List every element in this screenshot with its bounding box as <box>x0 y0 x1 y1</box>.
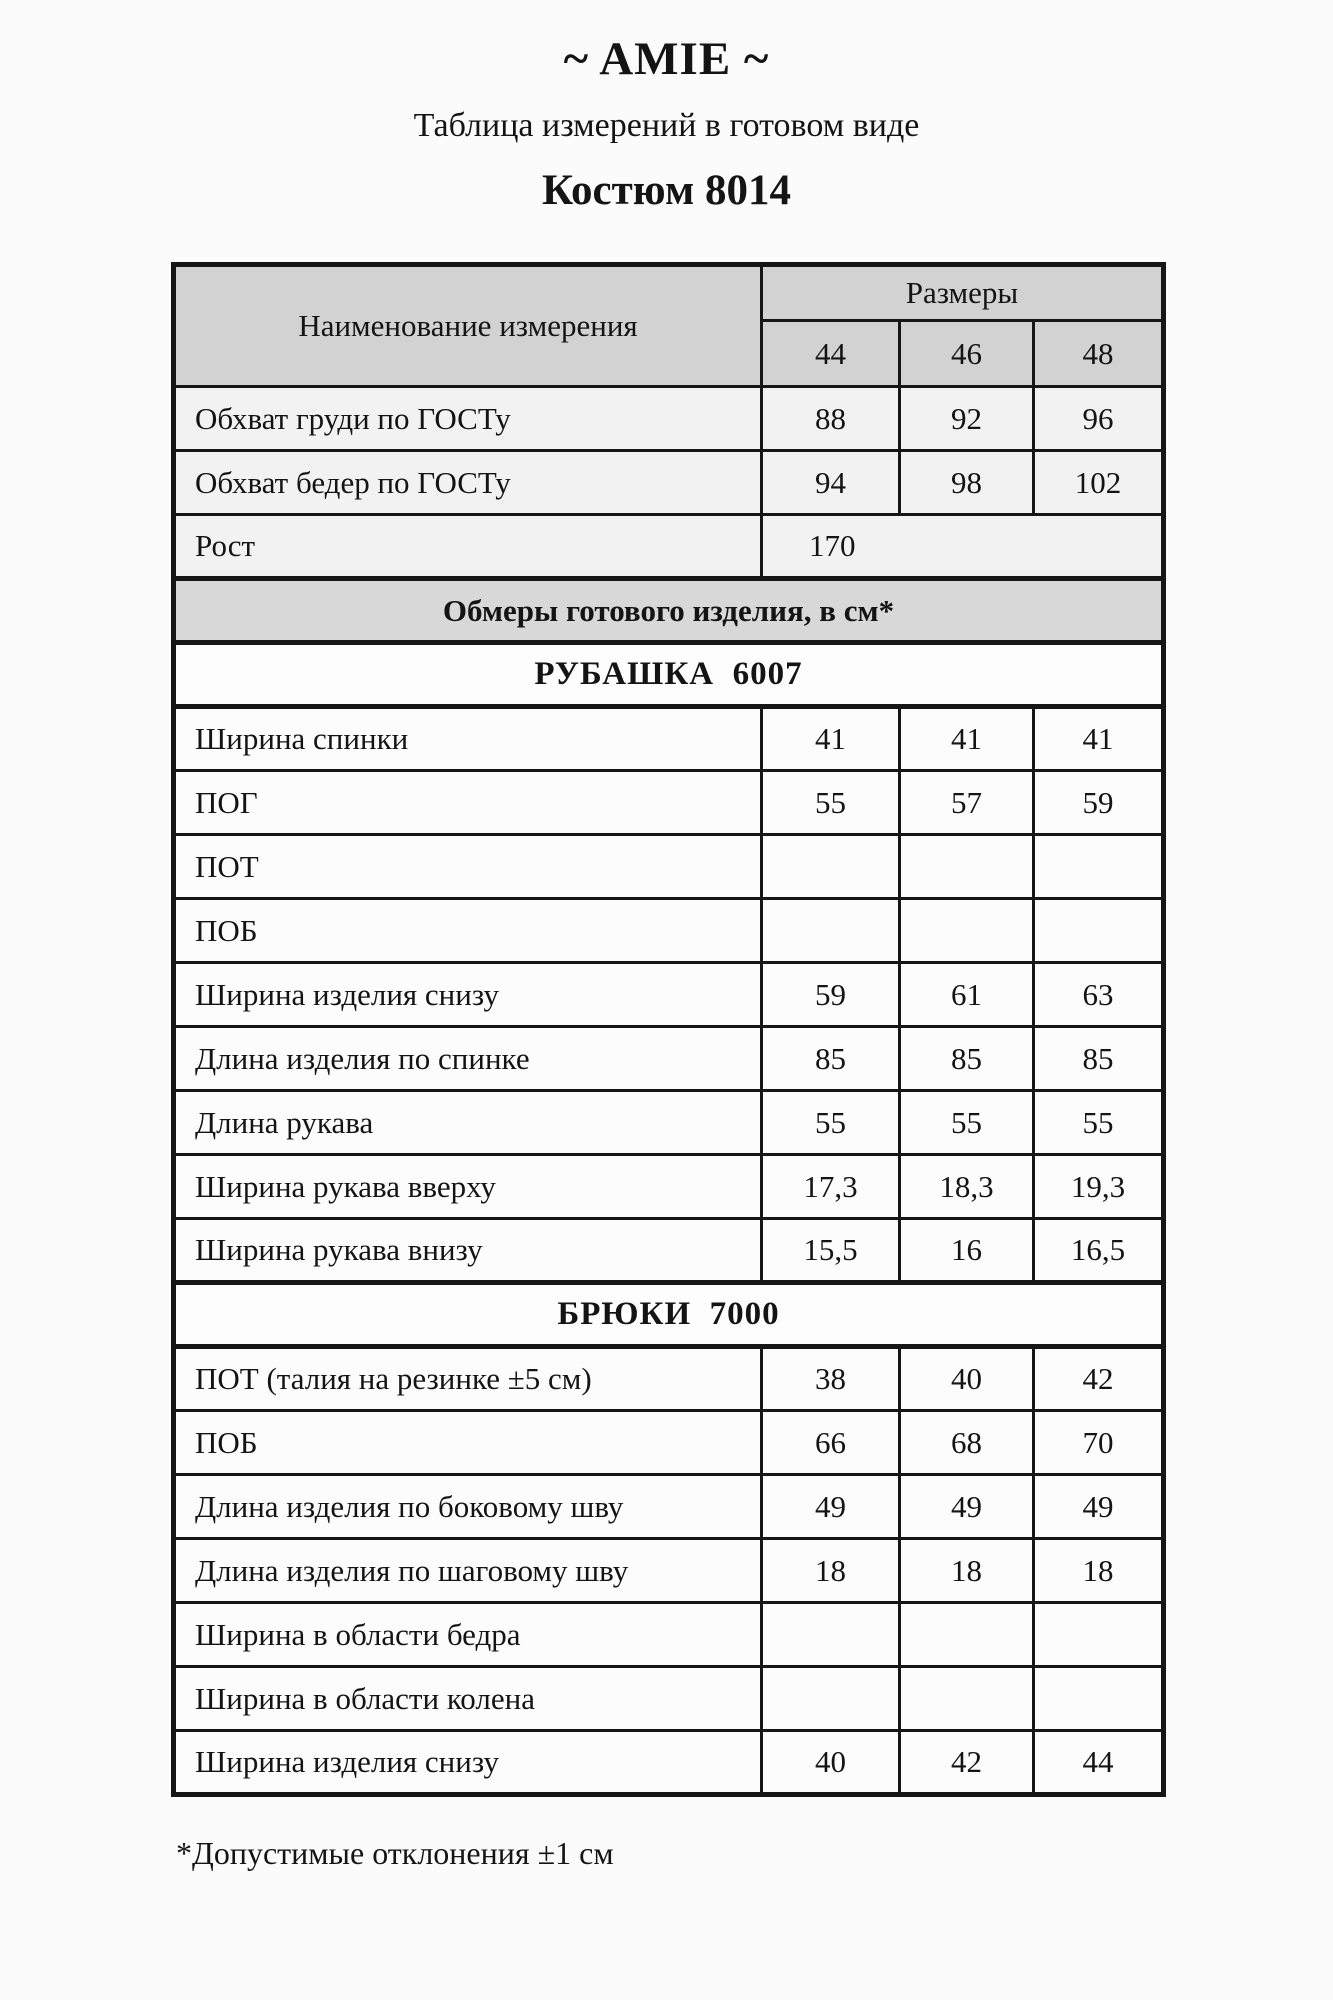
table-row <box>174 1667 1164 1731</box>
table-header-row <box>174 265 1164 321</box>
size-value-cell: 66 <box>762 1411 900 1475</box>
row-label: Длина изделия по шаговому шву <box>174 1539 762 1603</box>
size-value-cell: 88 <box>762 387 900 451</box>
size-value-cell: 68 <box>900 1411 1034 1475</box>
size-value-cell: 85 <box>900 1027 1034 1091</box>
table-row <box>174 899 1164 963</box>
size-value-cell: 55 <box>762 771 900 835</box>
size-value-cell <box>1034 1603 1164 1667</box>
size-column-header: 44 <box>762 321 900 387</box>
size-value-cell: 59 <box>762 963 900 1027</box>
row-label: Длина изделия по спинке <box>174 1027 762 1091</box>
table-row <box>174 1091 1164 1155</box>
table-row <box>174 1219 1164 1283</box>
size-value-cell: 55 <box>1034 1091 1164 1155</box>
size-value-cell: 16,5 <box>1034 1219 1164 1283</box>
section-note-row <box>174 579 1164 643</box>
size-value-cell <box>1034 899 1164 963</box>
size-value-cell: 92 <box>900 387 1034 451</box>
document-subtitle: Таблица измерений в готовом виде <box>413 106 920 144</box>
row-label: ПОБ <box>174 1411 762 1475</box>
size-value-cell: 40 <box>900 1347 1034 1411</box>
measurement-table <box>171 262 1166 1797</box>
table-row <box>174 707 1164 771</box>
row-label: Ширина в области бедра <box>174 1603 762 1667</box>
size-value-cell: 42 <box>1034 1347 1164 1411</box>
size-value-cell: 96 <box>1034 387 1164 451</box>
product-title-shirt: РУБАШКА 6007 <box>174 643 1164 707</box>
row-label: Обхват груди по ГОСТу <box>174 387 762 451</box>
row-label: Ширина в области колена <box>174 1667 762 1731</box>
section-note: Обмеры готового изделия, в см* <box>174 579 1164 643</box>
size-value-cell: 15,5 <box>762 1219 900 1283</box>
table-row <box>174 1411 1164 1475</box>
table-row <box>174 835 1164 899</box>
size-value-cell: 41 <box>900 707 1034 771</box>
size-value-cell: 49 <box>900 1475 1034 1539</box>
row-label: Рост <box>174 515 762 579</box>
size-value-cell: 18 <box>762 1539 900 1603</box>
size-value-cell: 18 <box>900 1539 1034 1603</box>
row-label: ПОБ <box>174 899 762 963</box>
row-label: ПОТ <box>174 835 762 899</box>
page-title: Костюм 8014 <box>541 166 792 214</box>
size-value-cell: 41 <box>1034 707 1164 771</box>
product-title-row <box>174 1283 1164 1347</box>
size-value-cell: 85 <box>762 1027 900 1091</box>
size-value-cell: 49 <box>1034 1475 1164 1539</box>
size-value-cell <box>1034 1667 1164 1731</box>
size-column-header: 48 <box>1034 321 1164 387</box>
product-title-row <box>174 643 1164 707</box>
column-header-sizes: Размеры <box>762 265 1164 321</box>
size-value-cell <box>900 1603 1034 1667</box>
size-value-cell: 59 <box>1034 771 1164 835</box>
table-row <box>174 1475 1164 1539</box>
row-label: Длина рукава <box>174 1091 762 1155</box>
size-value-cell <box>900 835 1034 899</box>
size-value-cell: 98 <box>900 451 1034 515</box>
size-value-cell: 41 <box>762 707 900 771</box>
size-value-cell: 38 <box>762 1347 900 1411</box>
size-value-cell: 94 <box>762 451 900 515</box>
row-label: Длина изделия по боковому шву <box>174 1475 762 1539</box>
table-row <box>174 963 1164 1027</box>
tolerance-footnote: *Допустимые отклонения ±1 см <box>176 1835 614 1872</box>
row-label: ПОГ <box>174 771 762 835</box>
size-value-cell <box>900 899 1034 963</box>
size-value-cell <box>762 835 900 899</box>
size-value-cell: 42 <box>900 1731 1034 1795</box>
row-label: ПОТ (талия на резинке ±5 см) <box>174 1347 762 1411</box>
table-row <box>174 451 1164 515</box>
table-row <box>174 1731 1164 1795</box>
size-value-cell: 16 <box>900 1219 1034 1283</box>
row-label: Ширина изделия снизу <box>174 1731 762 1795</box>
size-value-cell: 19,3 <box>1034 1155 1164 1219</box>
table-row <box>174 1027 1164 1091</box>
size-value-cell: 18,3 <box>900 1155 1034 1219</box>
size-value-cell: 102 <box>1034 451 1164 515</box>
size-value-cell <box>762 1667 900 1731</box>
table-row <box>174 771 1164 835</box>
table-row <box>174 1539 1164 1603</box>
size-value-cell: 63 <box>1034 963 1164 1027</box>
size-column-header: 46 <box>900 321 1034 387</box>
table-row <box>174 1347 1164 1411</box>
row-label: Ширина спинки <box>174 707 762 771</box>
row-label: Ширина рукава внизу <box>174 1219 762 1283</box>
size-value-cell <box>762 899 900 963</box>
merged-value-cell: 170 <box>762 515 1164 579</box>
row-label: Ширина изделия снизу <box>174 963 762 1027</box>
size-value-cell: 44 <box>1034 1731 1164 1795</box>
size-value-cell: 61 <box>900 963 1034 1027</box>
size-value-cell: 17,3 <box>762 1155 900 1219</box>
size-value-cell: 57 <box>900 771 1034 835</box>
size-value-cell: 55 <box>762 1091 900 1155</box>
size-value-cell: 49 <box>762 1475 900 1539</box>
size-value-cell: 55 <box>900 1091 1034 1155</box>
table-row <box>174 1155 1164 1219</box>
size-value-cell: 18 <box>1034 1539 1164 1603</box>
size-value-cell: 70 <box>1034 1411 1164 1475</box>
table-row <box>174 515 1164 579</box>
row-label: Ширина рукава вверху <box>174 1155 762 1219</box>
size-value-cell: 85 <box>1034 1027 1164 1091</box>
table-row <box>174 1603 1164 1667</box>
column-header-name: Наименование измерения <box>174 265 762 387</box>
product-title-pants: БРЮКИ 7000 <box>174 1283 1164 1347</box>
size-value-cell <box>1034 835 1164 899</box>
brand-title: ~ AMIE ~ <box>563 33 770 85</box>
row-label: Обхват бедер по ГОСТу <box>174 451 762 515</box>
size-value-cell <box>900 1667 1034 1731</box>
size-value-cell: 40 <box>762 1731 900 1795</box>
size-value-cell <box>762 1603 900 1667</box>
table-row <box>174 387 1164 451</box>
